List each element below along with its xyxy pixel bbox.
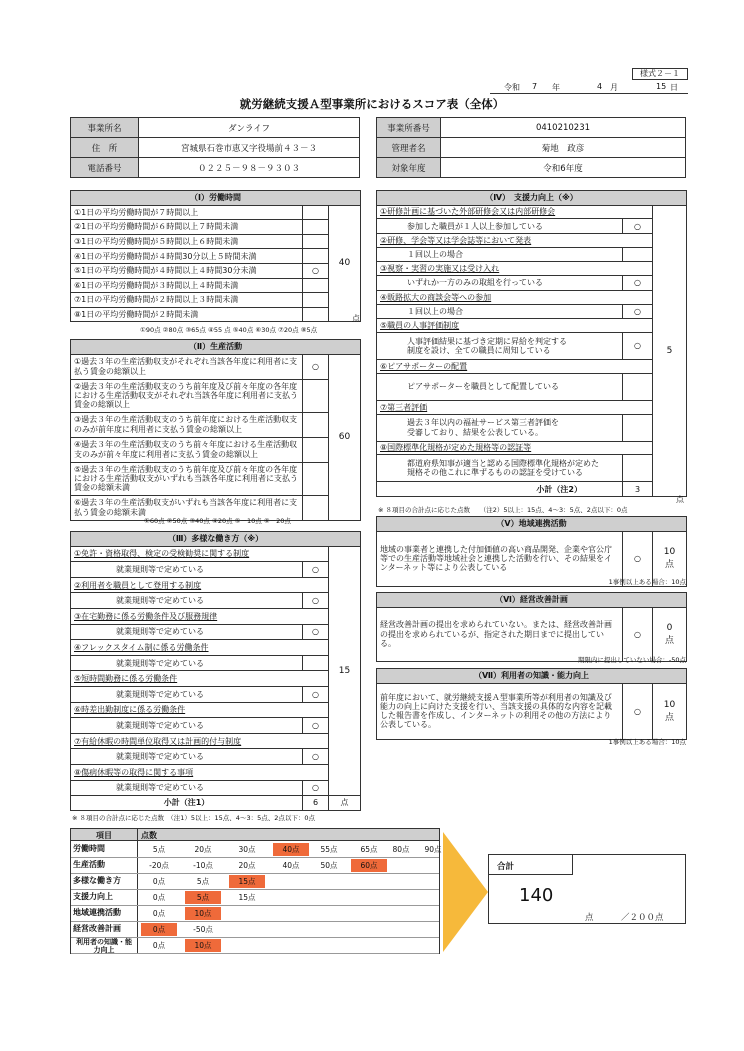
info-value: ダンライフ bbox=[139, 118, 360, 138]
criterion: ⑦1日の平均労働時間が２時間以上３時間未満 bbox=[71, 293, 303, 308]
summary-row-label: 生産活動 bbox=[73, 860, 105, 869]
summary-cell: 5点 bbox=[185, 891, 221, 904]
info-value: 0410210231 bbox=[441, 118, 686, 138]
summary-cell: 55点 bbox=[320, 845, 338, 854]
summary-cell: 10点 bbox=[185, 939, 221, 952]
summary-cell: 0点 bbox=[152, 877, 166, 886]
section-title: （Ⅵ）経営改善計画 bbox=[377, 593, 687, 608]
info-label: 事業所番号 bbox=[377, 118, 441, 138]
check-mark: ○ bbox=[303, 593, 329, 609]
info-value: 宮城県石巻市恵又字役場前４３－３ bbox=[139, 138, 360, 158]
criterion: ⑧1日の平均労働時間が２時間未満 bbox=[71, 307, 303, 322]
check-mark: ○ bbox=[623, 683, 653, 739]
section-score: 5 bbox=[653, 205, 687, 496]
summary-cell: 5点 bbox=[196, 877, 210, 886]
summary-cell: 20点 bbox=[238, 861, 256, 870]
criterion: 前年度において、就労継続支援Ａ型事業所等が利用者の知識及び能力の向上に向けた支援を行い、当該支援の具体的な内容を記載した報告書を作成し、インターネットの利用その他の方法により公表している。 bbox=[377, 683, 623, 739]
criterion: ④フレックスタイム制に係る労働条件 bbox=[71, 640, 329, 656]
date-era: 令和 bbox=[504, 83, 520, 92]
summary-cell: 15点 bbox=[229, 875, 265, 888]
criterion-sub: １回以上の場合 bbox=[377, 304, 623, 319]
summary-cell: 30点 bbox=[238, 845, 256, 854]
summary-cell: 90点 bbox=[424, 845, 442, 854]
criterion-sub: 就業規則等で定めている bbox=[71, 655, 303, 671]
summary-row-label: 支援力向上 bbox=[73, 892, 113, 901]
form-number: 様式２－１ bbox=[632, 68, 688, 80]
subtotal-value: 3 bbox=[623, 482, 653, 497]
check-mark: ○ bbox=[623, 531, 653, 586]
summary-cell: 80点 bbox=[392, 845, 410, 854]
summary-cell: 50点 bbox=[320, 861, 338, 870]
date-line bbox=[490, 82, 688, 94]
criterion: ③在宅勤務に係る労働条件及び服務規律 bbox=[71, 608, 329, 624]
section-title: （Ⅰ）労働時間 bbox=[71, 191, 361, 206]
check-mark: ○ bbox=[623, 304, 653, 319]
summary-cell: -10点 bbox=[193, 861, 213, 870]
check-mark: ○ bbox=[303, 624, 329, 640]
summary-cell: 15点 bbox=[238, 893, 256, 902]
info-label: 住 所 bbox=[71, 138, 139, 158]
section-note: 1事例以上ある場合：10点 bbox=[608, 578, 686, 586]
info-table-left bbox=[70, 117, 360, 178]
summary-col-points: 点数 bbox=[141, 831, 157, 840]
check-mark bbox=[623, 247, 653, 262]
criterion: ⑦有給休暇の時間単位取得又は計画的付与制度 bbox=[71, 733, 329, 749]
date-month-unit: 月 bbox=[610, 83, 618, 92]
section-note: ①60点 ②50点 ③40点 ④20点 ⑤－10点 ⑥－20点 bbox=[144, 517, 291, 525]
summary-table bbox=[70, 828, 440, 954]
criterion: ③過去３年の生産活動収支のうち前年度における生産活動収支のみが前年度に利用者に支払う賃金の総額以上 bbox=[71, 412, 303, 437]
page-title: 就労継続支援Ａ型事業所におけるスコア表（全体） bbox=[239, 97, 505, 111]
criterion-sub: １回以上の場合 bbox=[377, 247, 623, 262]
check-mark bbox=[623, 455, 653, 482]
section-score: 10 点 bbox=[653, 683, 687, 739]
info-label: 事業所名 bbox=[71, 118, 139, 138]
score-unit: 点 bbox=[676, 495, 684, 504]
criterion-sub: 就業規則等で定めている bbox=[71, 780, 303, 796]
check-mark: ○ bbox=[623, 607, 653, 661]
criterion: ④販路拡大の商談会等への参加 bbox=[377, 290, 653, 304]
check-mark: ○ bbox=[303, 780, 329, 796]
criterion-sub: 就業規則等で定めている bbox=[71, 718, 303, 734]
score-unit: 点 bbox=[665, 635, 675, 646]
summary-cell: 40点 bbox=[273, 843, 309, 856]
criterion-sub: ピアサポーターを職員として配置している bbox=[377, 373, 623, 400]
criterion: ①研修計画に基づいた外部研修会又は内部研修会 bbox=[377, 205, 653, 219]
summary-cell: 65点 bbox=[360, 845, 378, 854]
section-title: （Ⅶ）利用者の知識・能力向上 bbox=[377, 669, 687, 684]
summary-cell: 0点 bbox=[141, 923, 177, 936]
summary-cell: 60点 bbox=[351, 859, 387, 872]
section-regional-collab bbox=[376, 516, 687, 587]
criterion-sub: 過去３年以内の福祉サービス第三者評価を 受審しており、結果を公表している。 bbox=[377, 414, 623, 441]
arrow-icon bbox=[443, 832, 489, 952]
criterion: ⑧傷病休暇等の取得に関する事項 bbox=[71, 764, 329, 780]
criterion: ⑥時差出勤制度に係る労働条件 bbox=[71, 702, 329, 718]
subtotal-label: 小計（注2） bbox=[377, 482, 623, 497]
check-mark: ○ bbox=[303, 718, 329, 734]
criterion: ④1日の平均労働時間が４時間30分以上５時間未満 bbox=[71, 249, 303, 264]
subtotal-label: 小計（注1） bbox=[71, 796, 303, 811]
criterion-sub: いずれか一方のみの取組を行っている bbox=[377, 276, 623, 291]
subtotal-value: 6 bbox=[303, 796, 329, 811]
check-mark: ○ bbox=[303, 749, 329, 765]
criterion-sub: 人事評価結果に基づき定期に昇給を判定する 制度を設け、全ての職員に周知している bbox=[377, 332, 623, 359]
criterion: ①免許・資格取得、検定の受検勧奨に関する制度 bbox=[71, 546, 329, 562]
section-note: 期限内に提出していない場合：-50点 bbox=[577, 656, 686, 664]
total-value: 140 bbox=[519, 885, 554, 906]
check-mark: ○ bbox=[623, 219, 653, 234]
section-title: （Ⅳ） 支援力向上（※） bbox=[377, 191, 687, 206]
criterion: ②1日の平均労働時間が６時間以上７時間未満 bbox=[71, 220, 303, 235]
info-value: ０２２５－９８－９３０３ bbox=[139, 158, 360, 178]
section-title: （Ⅱ）生産活動 bbox=[71, 340, 361, 355]
criterion: ①1日の平均労働時間が７時間以上 bbox=[71, 205, 303, 220]
date-year-unit: 年 bbox=[552, 83, 560, 92]
check-mark: ○ bbox=[303, 263, 329, 278]
section-score: 15 bbox=[329, 546, 361, 796]
check-mark bbox=[623, 373, 653, 400]
check-mark: ○ bbox=[303, 562, 329, 578]
score-unit: 点 bbox=[352, 314, 360, 323]
criterion: ⑥1日の平均労働時間が３時間以上４時間未満 bbox=[71, 278, 303, 293]
criterion: ⑤職員の人事評価制度 bbox=[377, 319, 653, 333]
criterion: ⑤過去３年の生産活動収支のうち前年度及び前々年度の各年度における生産活動収支がいずれも当該各年度に利用者に支払う賃金の総額未満 bbox=[71, 462, 303, 495]
section-score: 40 bbox=[329, 205, 361, 322]
criterion: ③視察・実習の実施又は受け入れ bbox=[377, 262, 653, 276]
info-value: 令和6年度 bbox=[441, 158, 686, 178]
criterion: ②研修、学会等又は学会誌等において発表 bbox=[377, 233, 653, 247]
summary-row-label: 労働時間 bbox=[73, 844, 105, 853]
score-unit: 点 bbox=[665, 712, 675, 723]
summary-cell: 10点 bbox=[185, 907, 221, 920]
total-box bbox=[488, 854, 686, 924]
criterion: ⑤1日の平均労働時間が４時間以上４時間30分未満 bbox=[71, 263, 303, 278]
criterion: ①過去３年の生産活動収支がそれぞれ当該各年度に利用者に支払う賃金の総額以上 bbox=[71, 354, 303, 379]
section-score: 10 点 bbox=[653, 531, 687, 586]
criterion-sub: 就業規則等で定めている bbox=[71, 562, 303, 578]
section-diverse-work bbox=[70, 531, 361, 811]
summary-row-label: 経営改善計画 bbox=[73, 924, 121, 933]
info-label: 電話番号 bbox=[71, 158, 139, 178]
criterion-sub: 就業規則等で定めている bbox=[71, 686, 303, 702]
total-max: ／２００点 bbox=[621, 913, 664, 923]
criterion-sub: 就業規則等で定めている bbox=[71, 749, 303, 765]
info-value: 菊地 政彦 bbox=[441, 138, 686, 158]
summary-cell: 40点 bbox=[282, 861, 300, 870]
check-mark bbox=[303, 655, 329, 671]
date-day-unit: 日 bbox=[670, 83, 678, 92]
criterion: ②過去３年の生産活動収支のうち前年度及び前々年度の各年度における生産活動収支がそれぞれ当該各年度に利用者に支払う賃金の総額以上 bbox=[71, 379, 303, 412]
summary-cell: 20点 bbox=[194, 845, 212, 854]
summary-cell: 5点 bbox=[152, 845, 166, 854]
total-label: 合計 bbox=[497, 862, 515, 872]
summary-cell: 0点 bbox=[152, 893, 166, 902]
section-note: 1事例以上ある場合：10点 bbox=[608, 738, 686, 746]
criterion-sub: 都道府県知事が適当と認める国際標準化規格が定めた 規格その他これに準ずるものの認証を受けている bbox=[377, 455, 623, 482]
total-unit: 点 bbox=[585, 913, 594, 923]
summary-row-label: 多様な働き方 bbox=[73, 876, 121, 885]
criterion: ⑤短時間勤務に係る労働条件 bbox=[71, 671, 329, 687]
section-score: 0 点 bbox=[653, 607, 687, 661]
section-note: ※ ８項目の合計点に応じた点数 （注2）5以上：15点、4～3：5点、2点以下：0点 bbox=[378, 506, 628, 514]
summary-cell: -50点 bbox=[193, 925, 213, 934]
summary-row-label: 利用者の知識・能力向上 bbox=[76, 938, 132, 954]
criterion: 地域の事業者と連携した付加価値の高い商品開発、企業や官公庁等での生産活動等地域社会と連携した活動を行い、その結果をインターネット等により公表している bbox=[377, 531, 623, 586]
criterion: ③1日の平均労働時間が５時間以上６時間未満 bbox=[71, 234, 303, 249]
check-mark bbox=[623, 414, 653, 441]
score-unit: 点 bbox=[664, 560, 674, 571]
criterion: ⑥ピアサポーターの配置 bbox=[377, 359, 653, 373]
score-unit: 点 bbox=[329, 796, 361, 811]
date-year: 7 bbox=[532, 82, 538, 91]
check-mark: ○ bbox=[623, 276, 653, 291]
info-table-right bbox=[376, 117, 686, 178]
criterion: ②利用者を職員として登用する制度 bbox=[71, 577, 329, 593]
section-management-plan bbox=[376, 592, 687, 662]
section-note: ①90点 ②80点 ③65点 ④55 点 ⑤40点 ⑥30点 ⑦20点 ⑧5点 bbox=[140, 326, 318, 334]
section-title: （Ⅴ）地域連携活動 bbox=[377, 517, 687, 532]
criterion: ⑦第三者評価 bbox=[377, 400, 653, 414]
date-month: 4 bbox=[597, 82, 603, 91]
summary-row-label: 地域連携活動 bbox=[73, 908, 121, 917]
info-label: 管理者名 bbox=[377, 138, 441, 158]
section-production bbox=[70, 339, 361, 521]
criterion: ⑧国際標準化規格が定めた規格等の認証等 bbox=[377, 441, 653, 455]
check-mark: ○ bbox=[303, 354, 329, 379]
section-support-improvement bbox=[376, 190, 687, 497]
criterion-sub: 就業規則等で定めている bbox=[71, 624, 303, 640]
summary-cell: -20点 bbox=[149, 861, 169, 870]
criterion-sub: 就業規則等で定めている bbox=[71, 593, 303, 609]
section-note: ※ ８項目の合計点に応じた点数 （注1）5以上：15点、4～3：5点、2点以下：0点 bbox=[72, 814, 315, 822]
criterion: ⑥過去３年の生産活動収支がいずれも当該各年度に利用者に支払う賃金の総額未満 bbox=[71, 495, 303, 520]
section-user-knowledge bbox=[376, 668, 687, 740]
criterion-sub: 参加した職員が１人以上参加している bbox=[377, 219, 623, 234]
summary-cell: 0点 bbox=[152, 941, 166, 950]
check-mark: ○ bbox=[623, 332, 653, 359]
section-score: 60 bbox=[329, 354, 361, 520]
criterion: 経営改善計画の提出を求められていない。または、経営改善計画の提出を求められているが、指定された期日までに提出している。 bbox=[377, 607, 623, 661]
info-label: 対象年度 bbox=[377, 158, 441, 178]
section-labor-hours bbox=[70, 190, 361, 322]
section-title: （Ⅲ）多様な働き方（※） bbox=[71, 532, 361, 547]
date-day: 15 bbox=[656, 82, 667, 91]
summary-cell: 0点 bbox=[152, 909, 166, 918]
summary-col-item: 項目 bbox=[96, 831, 112, 840]
criterion: ④過去３年の生産活動収支のうち前々年度における生産活動収支のみが前々年度に利用者に支払う賃金の総額以上 bbox=[71, 437, 303, 462]
check-mark: ○ bbox=[303, 686, 329, 702]
